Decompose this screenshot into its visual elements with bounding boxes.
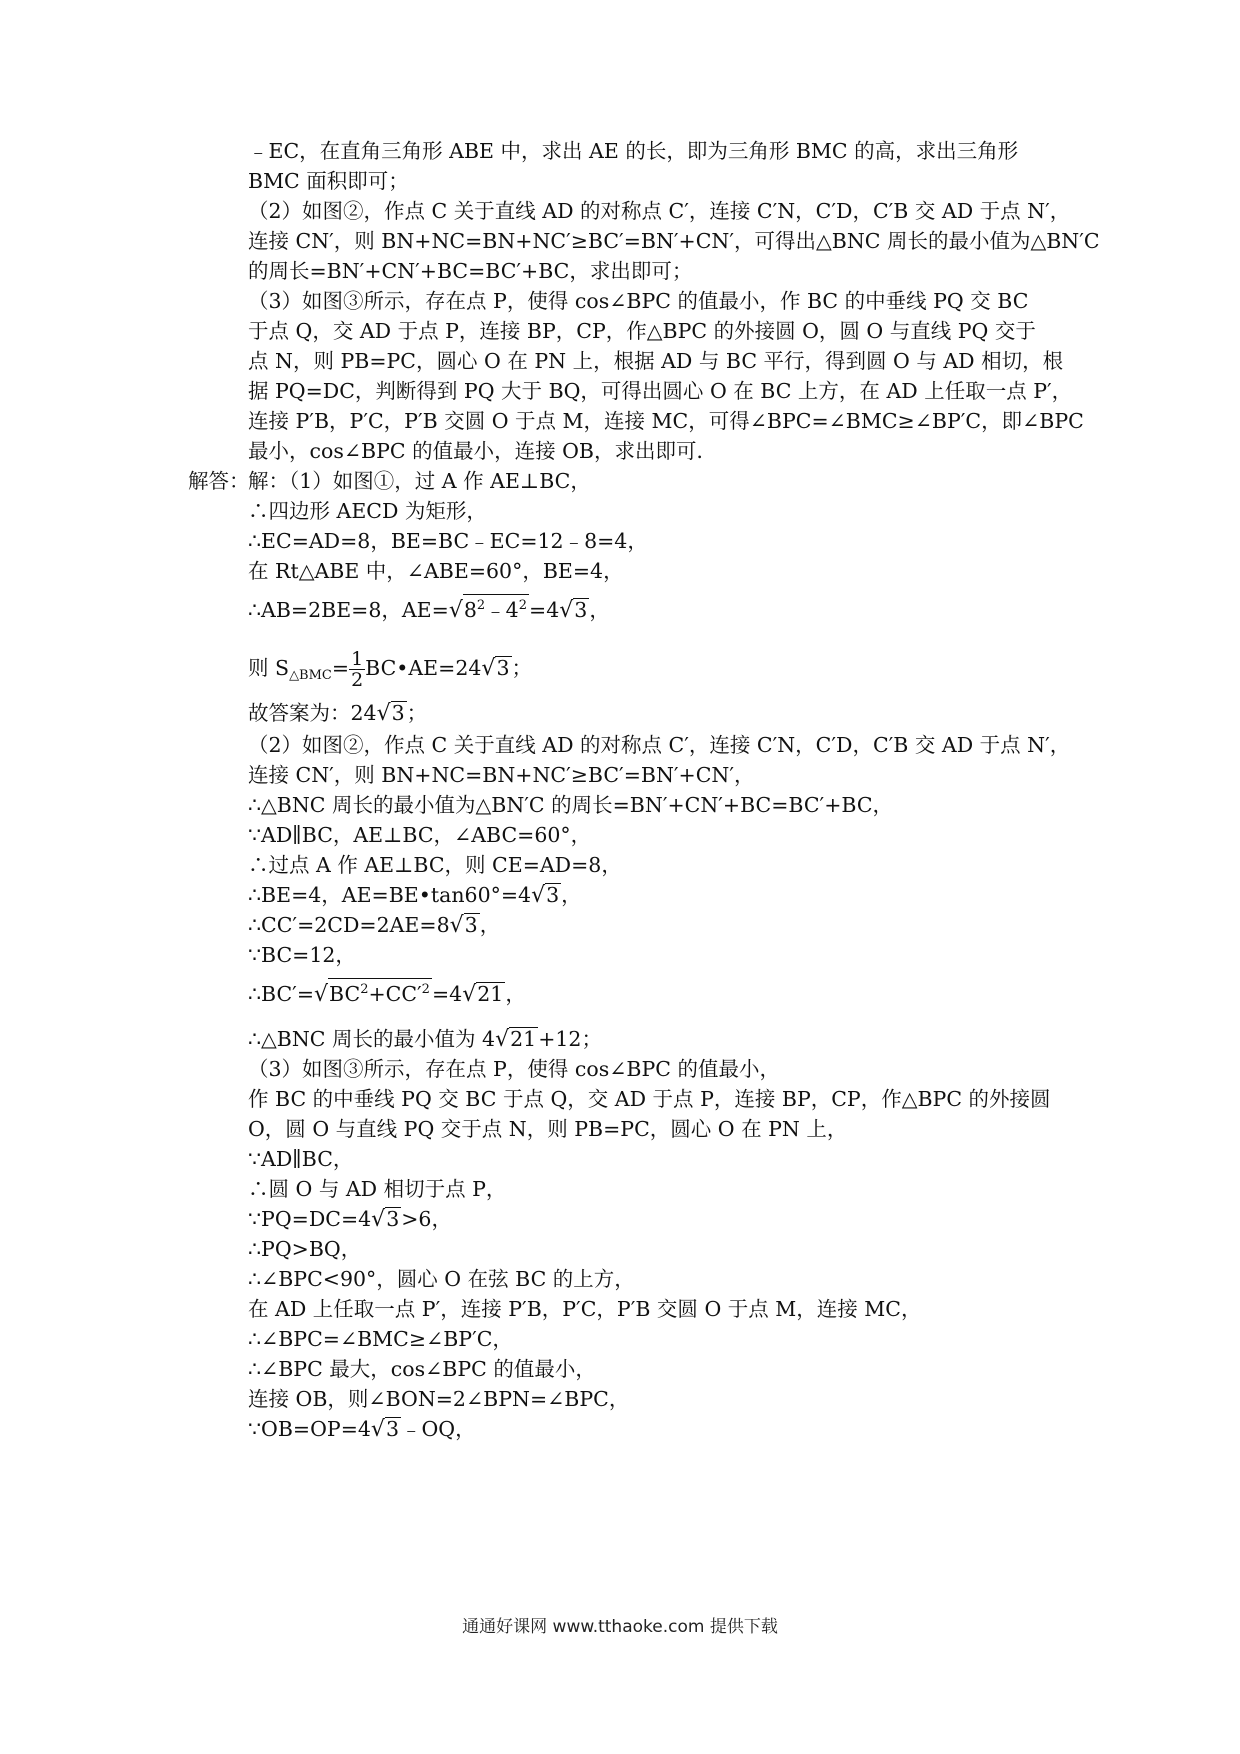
radicand: $8^2﹣4^2$ xyxy=(463,594,529,621)
radical-sign: √ xyxy=(314,982,329,1007)
radicand: 21 xyxy=(510,1027,537,1051)
text-line: 的周长=BN′+CN′+BC=BC′+BC，求出即可； xyxy=(248,259,693,283)
text-line: ∴∠BPC=∠BMC≥∠BP′C， xyxy=(248,1327,513,1351)
radicand: 3 xyxy=(546,883,560,907)
fraction: $\frac{1}{2}$ xyxy=(351,648,364,691)
text-line: ∵BC=12， xyxy=(248,943,356,967)
text-line: 据 PQ=DC，判断得到 PQ 大于 BQ，可得出圆心 O 在 BC 上方，在 AD 上任取一点 P′， xyxy=(248,379,1073,403)
text-line: O，圆 O 与直线 PQ 交于点 N，则 PB=PC，圆心 O 在 PN 上， xyxy=(248,1117,848,1141)
radical-sign: √ xyxy=(370,1417,385,1442)
text-line: 在 AD 上任取一点 P′，连接 P′B，P′C，P′B 交圆 O 于点 M，连接 MC， xyxy=(248,1297,922,1321)
text-line: 连接 CN′，则 BN+NC=BN+NC′≥BC′=BN′+CN′， xyxy=(248,763,755,787)
formula-line: 则 $S_{\triangle BMC}=$ $\frac{1}{2}$ BC•AE=24√3； xyxy=(248,648,532,691)
radicand: $BC^2+CC'^2$ xyxy=(328,978,432,1005)
radicand: 3 xyxy=(391,701,405,725)
text-line: ∴EC=AD=8，BE=BC﹣EC=12﹣8=4， xyxy=(248,529,648,553)
text-line: 点 N，则 PB=PC，圆心 O 在 PN 上，根据 AD 与 BC 平行，得到圆 O 与 AD 相切，根 xyxy=(248,349,1064,373)
radical-sign: √ xyxy=(448,598,463,623)
radical-sign: √ xyxy=(559,598,574,623)
radical-sign: √ xyxy=(376,701,391,726)
radicand: 3 xyxy=(574,598,588,622)
text-line: 解：（1）如图①，过 A 作 AE⊥BC， xyxy=(248,469,591,493)
formula-line: ∴△BNC 周长的最小值为 4√21+12； xyxy=(248,1027,602,1052)
radical-sign: √ xyxy=(449,913,464,938)
text-line: 连接 CN′，则 BN+NC=BN+NC′≥BC′=BN′+CN′，可得出△BNC 周长的最小值为△BN′C xyxy=(248,229,1100,253)
text-line: （3）如图③所示，存在点 P，使得 cos∠BPC 的值最小， xyxy=(248,1057,780,1081)
formula-line: ∴AB=2BE=8，$AE=√8^2﹣4^2=4√3$， xyxy=(248,594,1068,626)
radical-sign: √ xyxy=(495,1027,510,1052)
radicand: 3 xyxy=(385,1417,399,1441)
radical-sign: √ xyxy=(462,982,477,1007)
text-line: （2）如图②，作点 C 关于直线 AD 的对称点 C′，连接 C′N，C′D，C′B 交 AD 于点 N′， xyxy=(248,199,1071,223)
radicand: 3 xyxy=(386,1207,400,1231)
text-line: ∴△BNC 周长的最小值为△BN′C 的周长=BN′+CN′+BC=BC′+BC， xyxy=(248,793,893,817)
formula-line: ∴BE=4，AE=BE•tan60°=4√3， xyxy=(248,883,582,908)
text-line: 于点 Q，交 AD 于点 P，连接 BP，CP，作△BPC 的外接圆 O，圆 O 与直线 PQ 交于 xyxy=(248,319,1036,343)
text-line: ∴过点 A 作 AE⊥BC，则 CE=AD=8， xyxy=(248,853,622,877)
text-line: ∴∠BPC<90°，圆心 O 在弦 BC 的上方， xyxy=(248,1267,635,1291)
radicand: 21 xyxy=(477,982,504,1006)
radical-sign: √ xyxy=(531,883,546,908)
formula-line: ∵OB=OP=4√3﹣OQ， xyxy=(248,1417,476,1442)
answer-label: 解答： xyxy=(188,469,250,493)
text-line: 作 BC 的中垂线 PQ 交 BC 于点 Q，交 AD 于点 P，连接 BP，CP，作△BPC 的外接圆 xyxy=(248,1087,1051,1111)
text-line: BMC 面积即可； xyxy=(248,169,409,193)
formula-line: 故答案为：24√3； xyxy=(248,701,428,726)
page-footer: 通通好课网 www.tthaoke.com 提供下载 xyxy=(462,1617,778,1637)
text-line: ∴∠BPC 最大，cos∠BPC 的值最小， xyxy=(248,1357,596,1381)
text-line: 连接 OB，则∠BON=2∠BPN=∠BPC， xyxy=(248,1387,630,1411)
radicand: 3 xyxy=(496,656,510,680)
text-line: ﹣EC，在直角三角形 ABE 中，求出 AE 的长，即为三角形 BMC 的高，求出三角形 xyxy=(248,139,1019,163)
formula-line: ∵PQ=DC=4√3>6， xyxy=(248,1207,452,1232)
radicand: 3 xyxy=(464,913,478,937)
radical-sign: √ xyxy=(481,656,496,681)
text-line: 最小，cos∠BPC 的值最小，连接 OB，求出即可． xyxy=(248,439,717,463)
text-line: 连接 P′B，P′C，P′B 交圆 O 于点 M，连接 MC，可得∠BPC=∠BMC≥∠BP′C，即∠BPC xyxy=(248,409,1084,433)
formula-line: ∴CC′=2CD=2AE=8√3， xyxy=(248,913,501,938)
text-line: ∵AD∥BC，AE⊥BC，∠ABC=60°， xyxy=(248,823,592,847)
text-line: ∴PQ>BQ， xyxy=(248,1237,362,1261)
text-line: ∴四边形 AECD 为矩形， xyxy=(248,499,487,523)
text-line: ∵AD∥BC， xyxy=(248,1147,354,1171)
text-line: （2）如图②，作点 C 关于直线 AD 的对称点 C′，连接 C′N，C′D，C′B 交 AD 于点 N′， xyxy=(248,733,1071,757)
text-line: （3）如图③所示，存在点 P，使得 cos∠BPC 的值最小，作 BC 的中垂线 PQ 交 BC xyxy=(248,289,1029,313)
text-line: 在 Rt△ABE 中，∠ABE=60°，BE=4， xyxy=(248,559,624,583)
text-line: ∴圆 O 与 AD 相切于点 P， xyxy=(248,1177,507,1201)
radical-sign: √ xyxy=(371,1207,386,1232)
formula-line: $\therefore BC'=√BC^2+CC'^2=4√21$， xyxy=(248,978,1068,1010)
formula-text: ∴AB=2BE=8，AE= xyxy=(248,598,449,622)
